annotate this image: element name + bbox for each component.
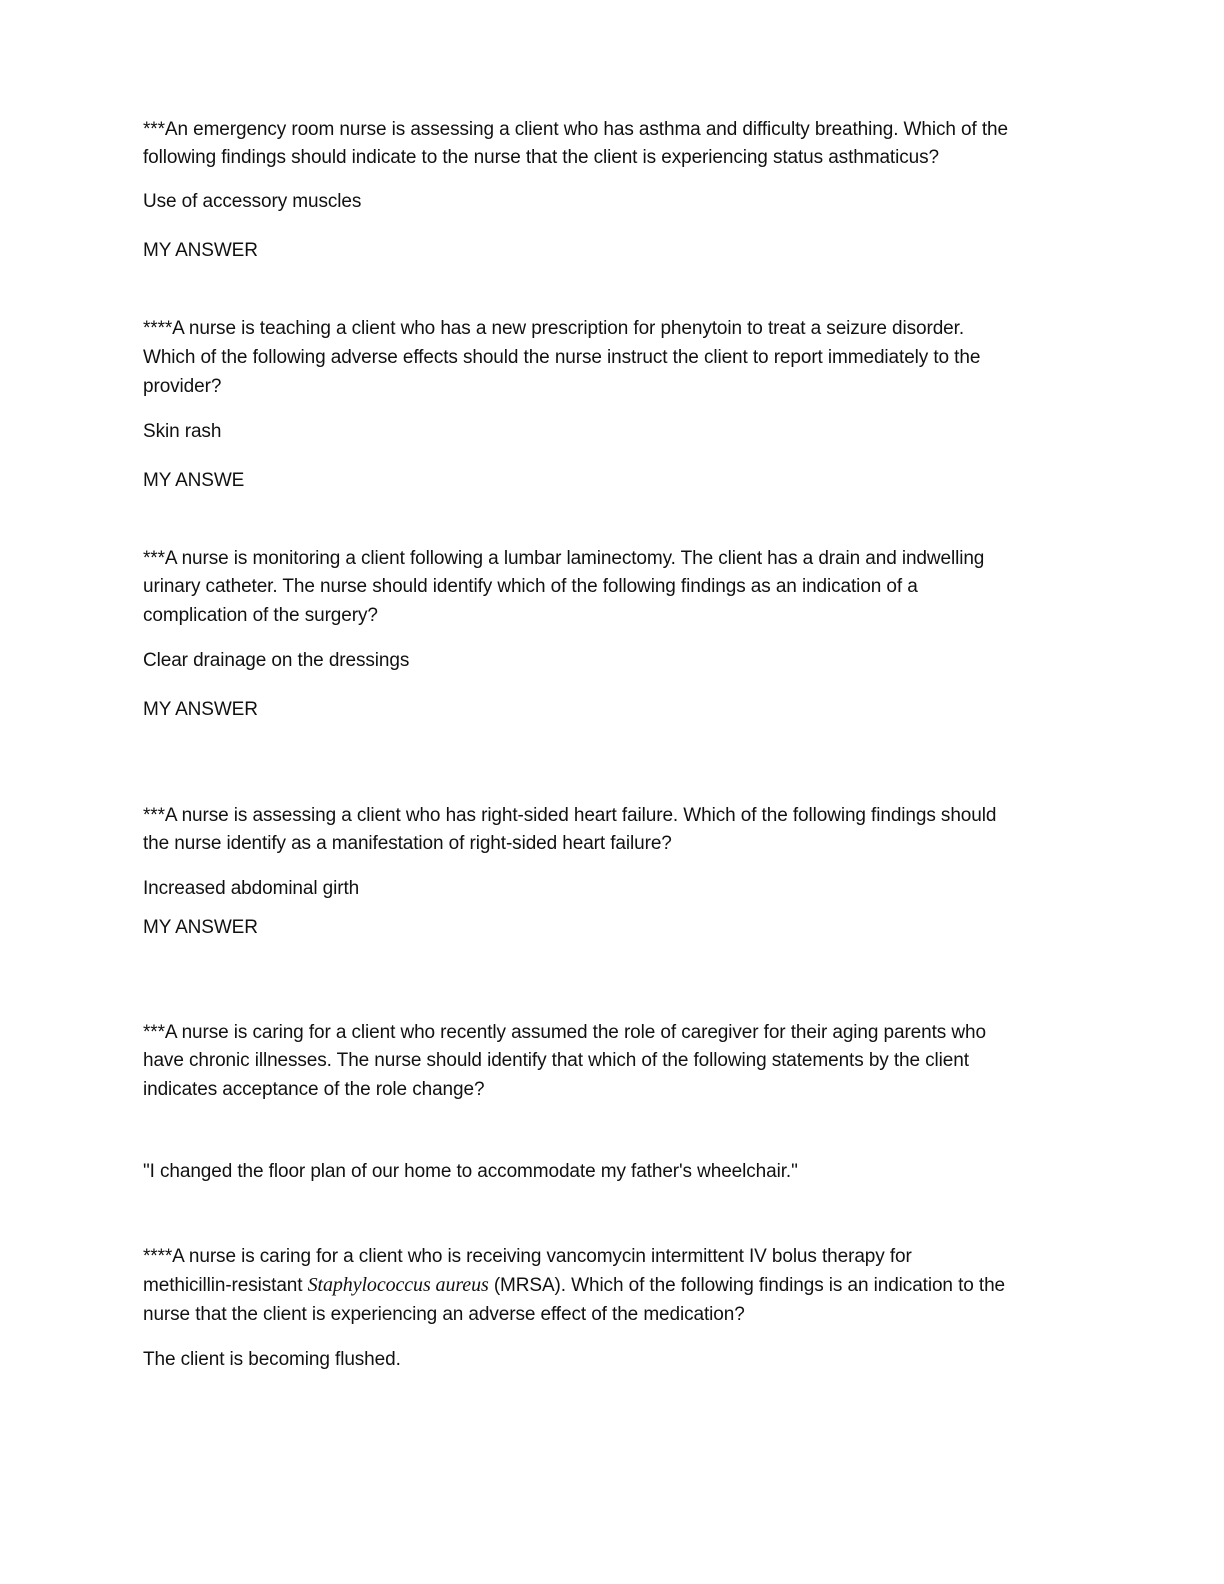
answer-1: Use of accessory muscles bbox=[143, 191, 362, 212]
question-2-line-2: Which of the following adverse effects should the nurse instruct the client to report immediately to the bbox=[143, 347, 981, 368]
my-answer-label-3: MY ANSWER bbox=[143, 699, 258, 720]
question-1-line-2: following findings should indicate to the nurse that the client is experiencing status asthmaticus? bbox=[143, 147, 939, 168]
question-3-line-2: urinary catheter. The nurse should identify which of the following findings as an indication of a bbox=[143, 576, 918, 597]
question-6-line-3: nurse that the client is experiencing an adverse effect of the medication? bbox=[143, 1304, 745, 1325]
question-6-line-2-pre: methicillin-resistant bbox=[143, 1275, 308, 1296]
answer-5: "I changed the floor plan of our home to accommodate my father's wheelchair." bbox=[143, 1161, 798, 1182]
question-5-line-3: indicates acceptance of the role change? bbox=[143, 1079, 485, 1100]
my-answer-label-4: MY ANSWER bbox=[143, 917, 258, 938]
answer-6: The client is becoming flushed. bbox=[143, 1349, 401, 1370]
question-3-line-1: ***A nurse is monitoring a client following a lumbar laminectomy. The client has a drain and indwelling bbox=[143, 548, 985, 569]
question-5-line-2: have chronic illnesses. The nurse should identify that which of the following statements by the client bbox=[143, 1050, 969, 1071]
my-answer-label-2: MY ANSWE bbox=[143, 470, 245, 491]
answer-2: Skin rash bbox=[143, 421, 222, 442]
organism-name: Staphylococcus aureus bbox=[307, 1274, 489, 1296]
question-1-line-1: ***An emergency room nurse is assessing a client who has asthma and difficulty breathing. Which of the bbox=[143, 119, 1008, 140]
question-4-line-1: ***A nurse is assessing a client who has right-sided heart failure. Which of the following findings should bbox=[143, 805, 997, 826]
answer-4: Increased abdominal girth bbox=[143, 878, 360, 899]
answer-3: Clear drainage on the dressings bbox=[143, 650, 410, 671]
question-2-line-3: provider? bbox=[143, 376, 222, 397]
question-3-line-3: complication of the surgery? bbox=[143, 605, 378, 626]
my-answer-label-1: MY ANSWER bbox=[143, 240, 258, 261]
question-6-line-2 bbox=[143, 1271, 1083, 1300]
question-2-line-1: ****A nurse is teaching a client who has a new prescription for phenytoin to treat a seizure disorder. bbox=[143, 318, 964, 339]
question-6-line-2-post: (MRSA). Which of the following findings is an indication to the bbox=[488, 1275, 1006, 1296]
question-4-line-2: the nurse identify as a manifestation of right-sided heart failure? bbox=[143, 833, 672, 854]
question-6-line-1: ****A nurse is caring for a client who is receiving vancomycin intermittent IV bolus therapy for bbox=[143, 1246, 912, 1267]
question-5-line-1: ***A nurse is caring for a client who recently assumed the role of caregiver for their aging parents who bbox=[143, 1022, 986, 1043]
